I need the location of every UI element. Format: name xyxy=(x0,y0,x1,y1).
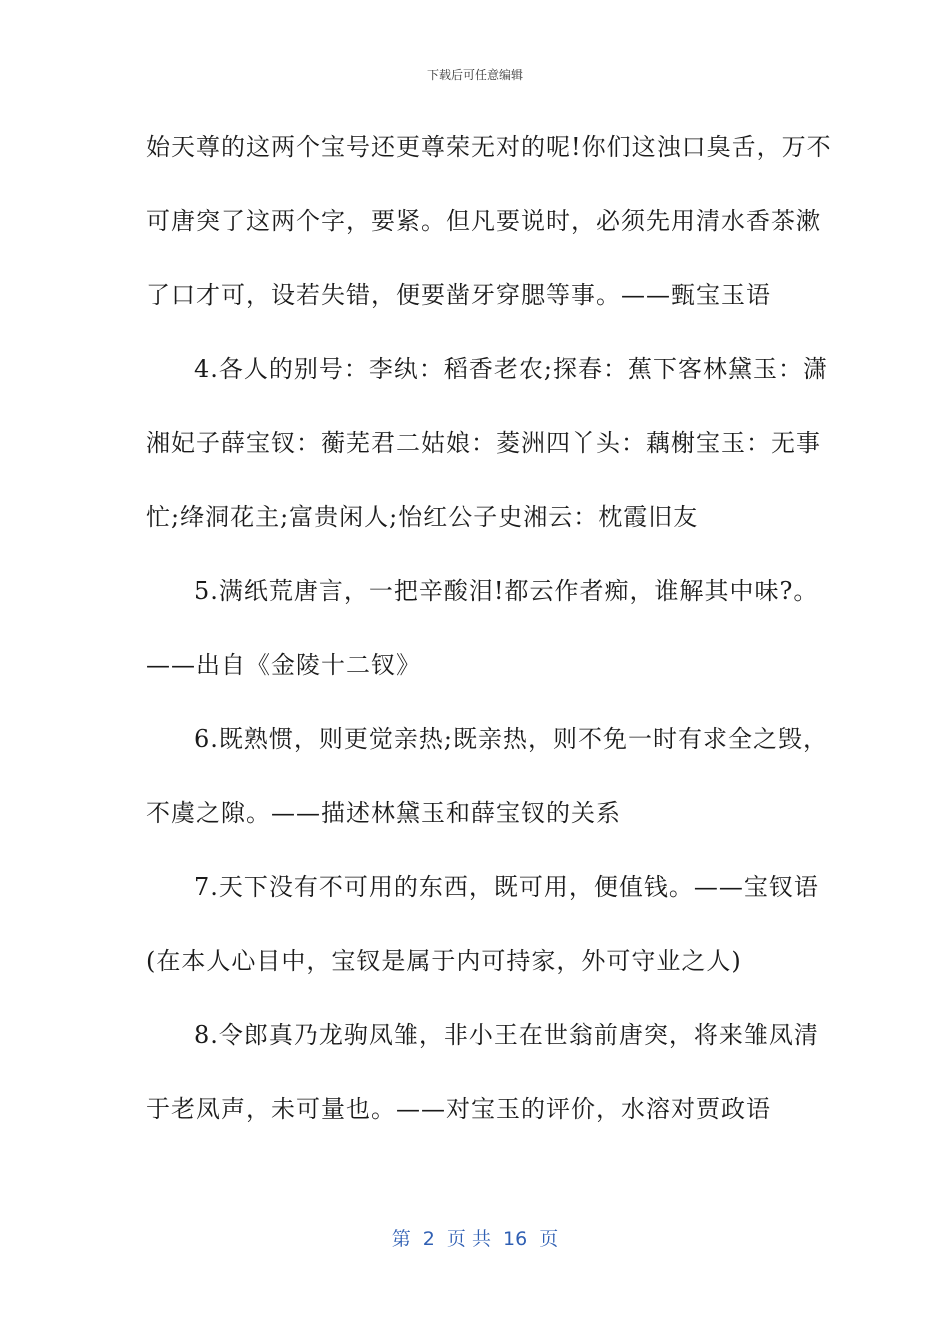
page-header: 下载后可任意编辑 xyxy=(426,68,523,82)
text-line: 了口才可，设若失错，便要凿牙穿腮等事。——甄宝玉语 xyxy=(146,281,771,309)
text-line: ——出自《金陵十二钗》 xyxy=(146,651,421,679)
text-line: 不虞之隙。——描述林黛玉和薛宝钗的关系 xyxy=(146,799,621,827)
document-body xyxy=(146,122,832,1158)
text-line-item-5: 5.满纸荒唐言，一把辛酸泪!都云作者痴，谁解其中味?。 xyxy=(194,577,819,605)
text-line: 于老凤声，未可量也。——对宝玉的评价，水溶对贾政语 xyxy=(146,1095,771,1123)
text-line-item-7: 7.天下没有不可用的东西，既可用，便值钱。——宝钗语 xyxy=(194,873,819,901)
text-line-item-6: 6.既熟惯，则更觉亲热;既亲热，则不免一时有求全之毁， xyxy=(194,725,828,753)
text-line: 可唐突了这两个字，要紧。但凡要说时，必须先用清水香茶漱 xyxy=(146,207,821,235)
text-line-item-8: 8.令郎真乃龙驹凤雏，非小王在世翁前唐突，将来雏凤清 xyxy=(194,1021,819,1049)
text-line-item-4: 4.各人的别号：李纨：稻香老农;探春：蕉下客林黛玉：潇 xyxy=(194,355,828,383)
text-line: 始天尊的这两个宝号还更尊荣无对的呢!你们这浊口臭舌，万不 xyxy=(146,133,832,161)
page-footer: 第 2 页 共 16 页 xyxy=(391,1228,559,1250)
text-line: 湘妃子薛宝钗：蘅芜君二姑娘：菱洲四丫头：藕榭宝玉：无事 xyxy=(146,429,821,457)
text-line: 忙;绛洞花主;富贵闲人;怡红公子史湘云：枕霞旧友 xyxy=(146,503,699,531)
text-line: (在本人心目中，宝钗是属于内可持家，外可守业之人) xyxy=(146,947,742,975)
